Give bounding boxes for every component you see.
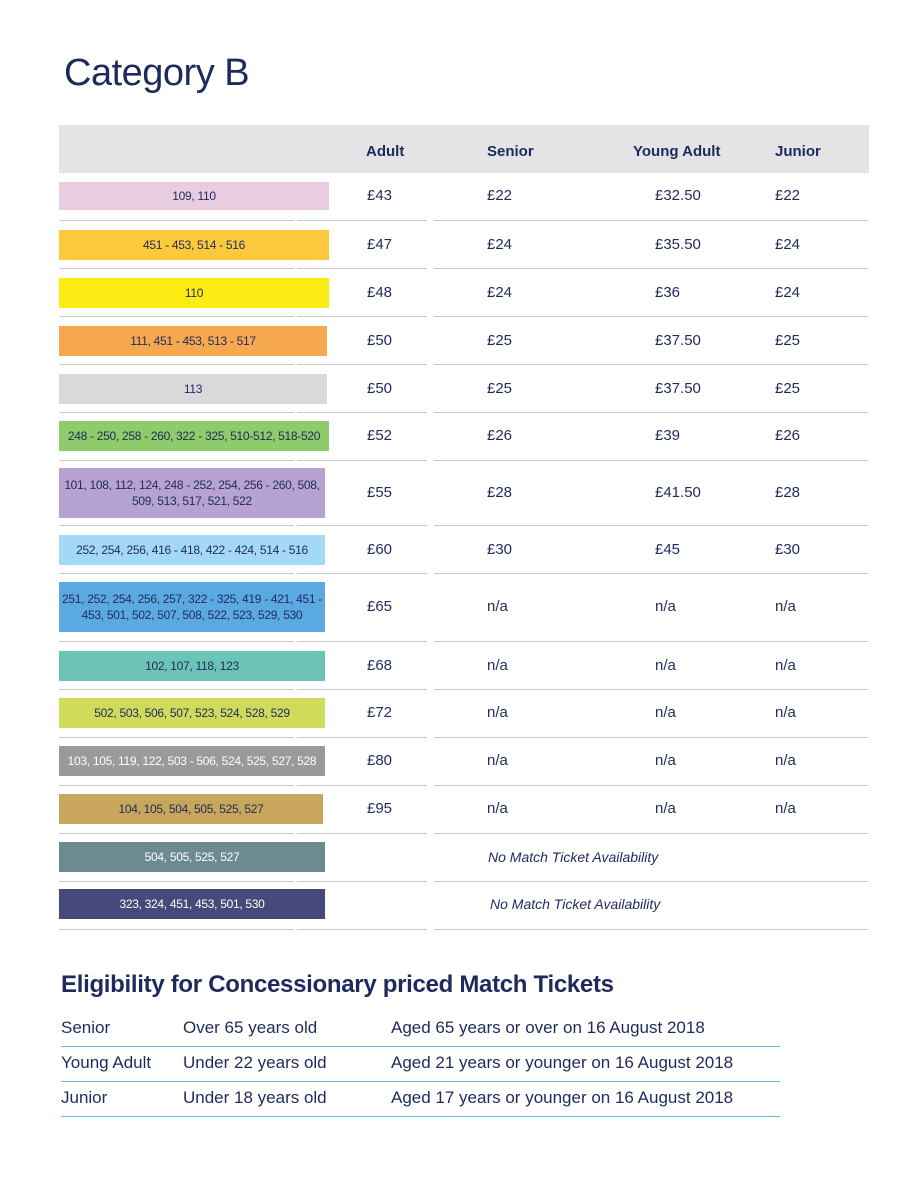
price-senior: £24 <box>487 236 513 253</box>
price-young-adult: n/a <box>655 752 676 769</box>
page-title: Category B <box>64 52 250 94</box>
price-young-adult: £41.50 <box>655 484 701 501</box>
price-adult: £80 <box>367 752 393 769</box>
price-junior: £30 <box>775 541 801 558</box>
row-divider <box>297 881 427 882</box>
eligibility-row <box>61 1082 780 1117</box>
row-divider <box>59 525 294 526</box>
row-divider <box>297 785 427 786</box>
eligibility-rule: Aged 65 years or over on 16 August 2018 <box>391 1018 705 1037</box>
block-band: 109, 110 <box>59 182 329 210</box>
row-divider <box>59 929 294 930</box>
row-divider <box>434 316 868 317</box>
row-divider <box>297 412 427 413</box>
block-band: 502, 503, 506, 507, 523, 524, 528, 529 <box>59 698 325 728</box>
row-divider <box>59 364 294 365</box>
block-band: 504, 505, 525, 527 <box>59 842 325 872</box>
block-band: 110 <box>59 278 329 308</box>
price-junior: n/a <box>775 598 796 615</box>
row-divider <box>59 785 294 786</box>
row-divider <box>434 737 868 738</box>
row-divider <box>297 525 427 526</box>
block-band: 252, 254, 256, 416 - 418, 422 - 424, 514 - 516 <box>59 535 325 565</box>
row-divider <box>434 364 868 365</box>
eligibility-row <box>61 1047 780 1082</box>
header-adult: Adult <box>366 143 405 160</box>
price-young-adult: £39 <box>655 427 681 444</box>
price-senior: £25 <box>487 332 513 349</box>
price-senior: £28 <box>487 484 513 501</box>
eligibility-category: Junior <box>61 1088 108 1107</box>
price-adult: £48 <box>367 284 393 301</box>
header-senior: Senior <box>487 143 534 160</box>
row-divider <box>59 316 294 317</box>
block-band: 451 - 453, 514 - 516 <box>59 230 329 260</box>
row-divider <box>59 268 294 269</box>
price-senior: £22 <box>487 187 513 204</box>
row-divider <box>59 689 294 690</box>
price-senior: £24 <box>487 284 513 301</box>
price-young-adult: £45 <box>655 541 681 558</box>
row-divider <box>59 881 294 882</box>
price-adult: £55 <box>367 484 393 501</box>
row-divider <box>434 833 868 834</box>
eligibility-title: Eligibility for Concessionary priced Match Tickets <box>61 971 614 998</box>
row-divider <box>59 412 294 413</box>
price-adult: £50 <box>367 332 393 349</box>
row-divider <box>297 573 427 574</box>
eligibility-row <box>61 1012 780 1047</box>
no-availability-note: No Match Ticket Availability <box>488 849 659 865</box>
eligibility-age: Under 18 years old <box>183 1088 327 1107</box>
block-band: 113 <box>59 374 327 404</box>
eligibility-category: Senior <box>61 1018 111 1037</box>
row-divider <box>297 929 427 930</box>
row-divider <box>434 641 868 642</box>
price-senior: £30 <box>487 541 513 558</box>
row-divider <box>59 641 294 642</box>
price-junior: n/a <box>775 752 796 769</box>
row-divider <box>59 833 294 834</box>
price-young-adult: £37.50 <box>655 332 701 349</box>
price-senior: £26 <box>487 427 513 444</box>
row-divider <box>434 220 868 221</box>
row-divider <box>59 220 294 221</box>
price-adult: £68 <box>367 657 393 674</box>
block-band: 251, 252, 254, 256, 257, 322 - 325, 419 - 421, 451 - 453, 501, 502, 507, 508, 522, 523, 529, 530 <box>59 582 325 632</box>
header-junior: Junior <box>775 143 821 160</box>
price-junior: £26 <box>775 427 801 444</box>
row-divider <box>297 833 427 834</box>
price-young-adult: £36 <box>655 284 681 301</box>
row-divider <box>434 460 868 461</box>
price-adult: £65 <box>367 598 393 615</box>
price-young-adult: £32.50 <box>655 187 701 204</box>
price-adult: £72 <box>367 704 393 721</box>
price-senior: n/a <box>487 800 508 817</box>
price-junior: £25 <box>775 380 801 397</box>
price-adult: £95 <box>367 800 393 817</box>
price-young-adult: n/a <box>655 657 676 674</box>
row-divider <box>297 689 427 690</box>
row-divider <box>297 268 427 269</box>
row-divider <box>59 460 294 461</box>
price-adult: £60 <box>367 541 393 558</box>
price-adult: £52 <box>367 427 393 444</box>
eligibility-age: Under 22 years old <box>183 1053 327 1072</box>
price-junior: £25 <box>775 332 801 349</box>
block-band: 101, 108, 112, 124, 248 - 252, 254, 256 - 260, 508, 509, 513, 517, 521, 522 <box>59 468 325 518</box>
row-divider <box>297 460 427 461</box>
block-band: 102, 107, 118, 123 <box>59 651 325 681</box>
eligibility-rule: Aged 17 years or younger on 16 August 2018 <box>391 1088 734 1107</box>
table-header-band <box>59 125 869 173</box>
header-young-adult: Young Adult <box>633 143 721 160</box>
price-junior: n/a <box>775 657 796 674</box>
price-senior: n/a <box>487 704 508 721</box>
row-divider <box>434 929 868 930</box>
price-young-adult: n/a <box>655 598 676 615</box>
no-availability-note: No Match Ticket Availability <box>490 896 661 912</box>
row-divider <box>59 573 294 574</box>
price-senior: n/a <box>487 752 508 769</box>
row-divider <box>297 364 427 365</box>
row-divider <box>297 737 427 738</box>
price-young-adult: £35.50 <box>655 236 701 253</box>
price-adult: £50 <box>367 380 393 397</box>
row-divider <box>297 220 427 221</box>
row-divider <box>434 689 868 690</box>
price-adult: £47 <box>367 236 393 253</box>
block-band: 104, 105, 504, 505, 525, 527 <box>59 794 323 824</box>
price-junior: n/a <box>775 800 796 817</box>
row-divider <box>434 525 868 526</box>
price-senior: n/a <box>487 657 508 674</box>
block-band: 103, 105, 119, 122, 503 - 506, 524, 525, 527, 528 <box>59 746 325 776</box>
row-divider <box>434 268 868 269</box>
block-band: 111, 451 - 453, 513 - 517 <box>59 326 327 356</box>
price-junior: £24 <box>775 284 801 301</box>
row-divider <box>297 641 427 642</box>
price-young-adult: n/a <box>655 800 676 817</box>
row-divider <box>59 737 294 738</box>
block-band: 323, 324, 451, 453, 501, 530 <box>59 889 325 919</box>
price-junior: n/a <box>775 704 796 721</box>
price-young-adult: £37.50 <box>655 380 701 397</box>
price-senior: £25 <box>487 380 513 397</box>
row-divider <box>434 785 868 786</box>
eligibility-rule: Aged 21 years or younger on 16 August 2018 <box>391 1053 734 1072</box>
price-senior: n/a <box>487 598 508 615</box>
block-band: 248 - 250, 258 - 260, 322 - 325, 510-512, 518-520 <box>59 421 329 451</box>
row-divider <box>434 412 868 413</box>
price-junior: £22 <box>775 187 801 204</box>
row-divider <box>434 573 868 574</box>
row-divider <box>434 881 868 882</box>
eligibility-category: Young Adult <box>61 1053 152 1072</box>
price-young-adult: n/a <box>655 704 676 721</box>
eligibility-age: Over 65 years old <box>183 1018 318 1037</box>
row-divider <box>297 316 427 317</box>
price-junior: £28 <box>775 484 801 501</box>
price-adult: £43 <box>367 187 393 204</box>
price-junior: £24 <box>775 236 801 253</box>
